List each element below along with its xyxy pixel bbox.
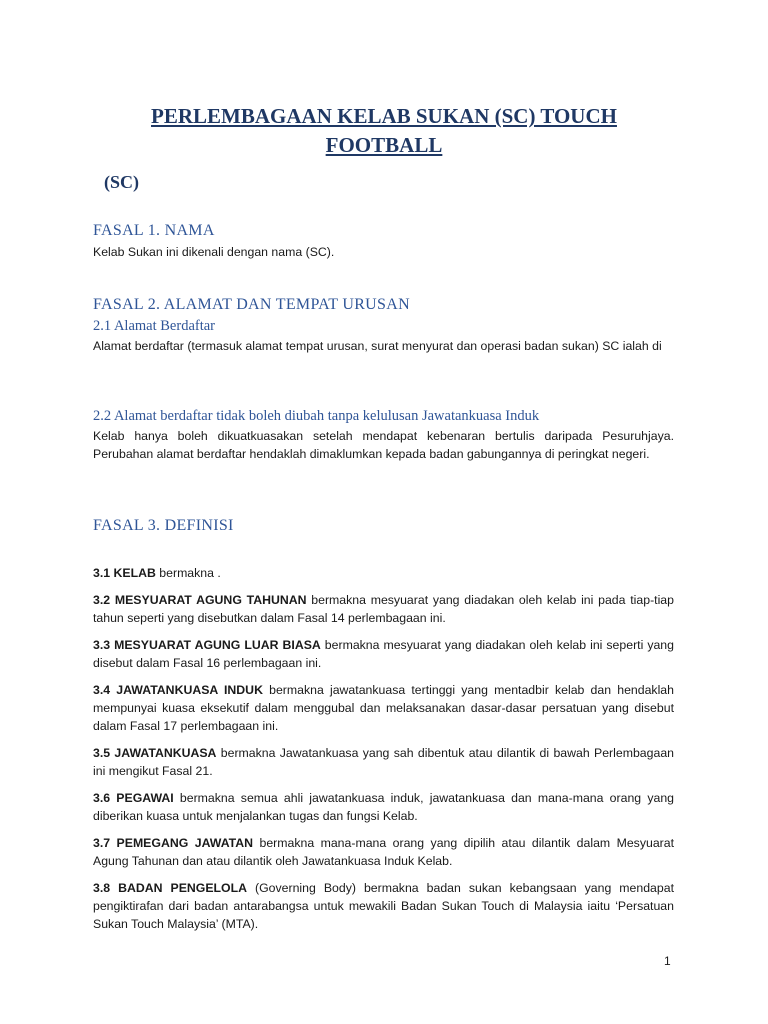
definition-term: 3.6 PEGAWAI <box>93 791 174 805</box>
definition-text: bermakna . <box>155 566 221 580</box>
definition-item <box>93 681 674 735</box>
definition-text: bermakna jawatankuasa tertinggi yang mentadbir kelab dan hendaklah mempunyai kuasa eksekutif dalam menggubal dan melaksanakan dasar-dasar persatuan yang disebut dalam Fasal 17 perlembagaan ini. <box>93 683 674 733</box>
definition-text: bermakna semua ahli jawatankuasa induk, jawatankuasa dan mana-mana orang yang diberikan kuasa untuk menjalankan tugas dan fungsi Kelab. <box>93 791 674 823</box>
definition-item <box>93 879 674 933</box>
fasal-2-2-heading: 2.2 Alamat berdaftar tidak boleh diubah tanpa kelulusan Jawatankuasa Induk <box>93 408 540 424</box>
definition-term: 3.1 KELAB <box>93 566 156 580</box>
page-number: 1 <box>664 954 671 968</box>
definition-term: 3.8 BADAN PENGELOLA <box>93 881 248 895</box>
fasal-2-1-text: Alamat berdaftar (termasuk alamat tempat urusan, surat menyurat dan operasi badan sukan) SC ialah di <box>93 339 662 353</box>
fasal-2-1-heading: 2.1 Alamat Berdaftar <box>93 318 215 334</box>
document-title: PERLEMBAGAAN KELAB SUKAN (SC) TOUCH FOOTBALL <box>151 104 617 157</box>
definition-item <box>93 636 674 672</box>
definition-text: bermakna Jawatankuasa yang sah dibentuk atau dilantik di bawah Perlembagaan ini mengikut Fasal 21. <box>93 746 675 778</box>
definition-item <box>93 564 674 582</box>
definition-text: bermakna mesyuarat yang diadakan oleh kelab ini seperti yang disebut dalam Fasal 16 perlembagaan ini. <box>93 638 674 670</box>
fasal-3-heading: FASAL 3. DEFINISI <box>93 517 234 534</box>
definition-text: bermakna mesyuarat yang diadakan oleh kelab ini pada tiap-tiap tahun seperti yang disebutkan dalam Fasal 14 perlembagaan ini. <box>93 593 674 625</box>
definition-text: bermakna mana-mana orang yang dipilih atau dilantik dalam Mesyuarat Agung Tahunan dan atau dilantik oleh Jawatankuasa Induk Kelab. <box>93 836 675 868</box>
fasal-1-text: Kelab Sukan ini dikenali dengan nama (SC). <box>93 245 335 259</box>
definition-term: 3.4 JAWATANKUASA INDUK <box>93 683 263 697</box>
fasal-2-heading: FASAL 2. ALAMAT DAN TEMPAT URUSAN <box>93 296 410 313</box>
definition-item <box>93 789 674 825</box>
definition-item <box>93 834 674 870</box>
definition-item <box>93 744 674 780</box>
fasal-2-2-text: Kelab hanya boleh dikuatkuasakan setelah mendapat kebenaran bertulis daripada Pesuruhjaya. Perubahan alamat berdaftar hendaklah dimaklumkan kepada badan gabungannya di peringkat negeri. <box>93 429 674 461</box>
definition-text: (Governing Body) bermakna badan sukan kebangsaan yang mendapat pengiktirafan dari badan antarabangsa untuk mewakili Badan Sukan Touch di Malaysia iaitu ‘Persatuan Sukan Touch Malaysia’ (MTA). <box>93 881 674 931</box>
definition-term: 3.7 PEMEGANG JAWATAN <box>93 836 254 850</box>
definition-term: 3.5 JAWATANKUASA <box>93 746 217 760</box>
document-subtitle: (SC) <box>104 172 139 192</box>
definition-term: 3.2 MESYUARAT AGUNG TAHUNAN <box>93 593 307 607</box>
definition-item <box>93 591 674 627</box>
definition-term: 3.3 MESYUARAT AGUNG LUAR BIASA <box>93 638 321 652</box>
fasal-1-heading: FASAL 1. NAMA <box>93 222 215 239</box>
